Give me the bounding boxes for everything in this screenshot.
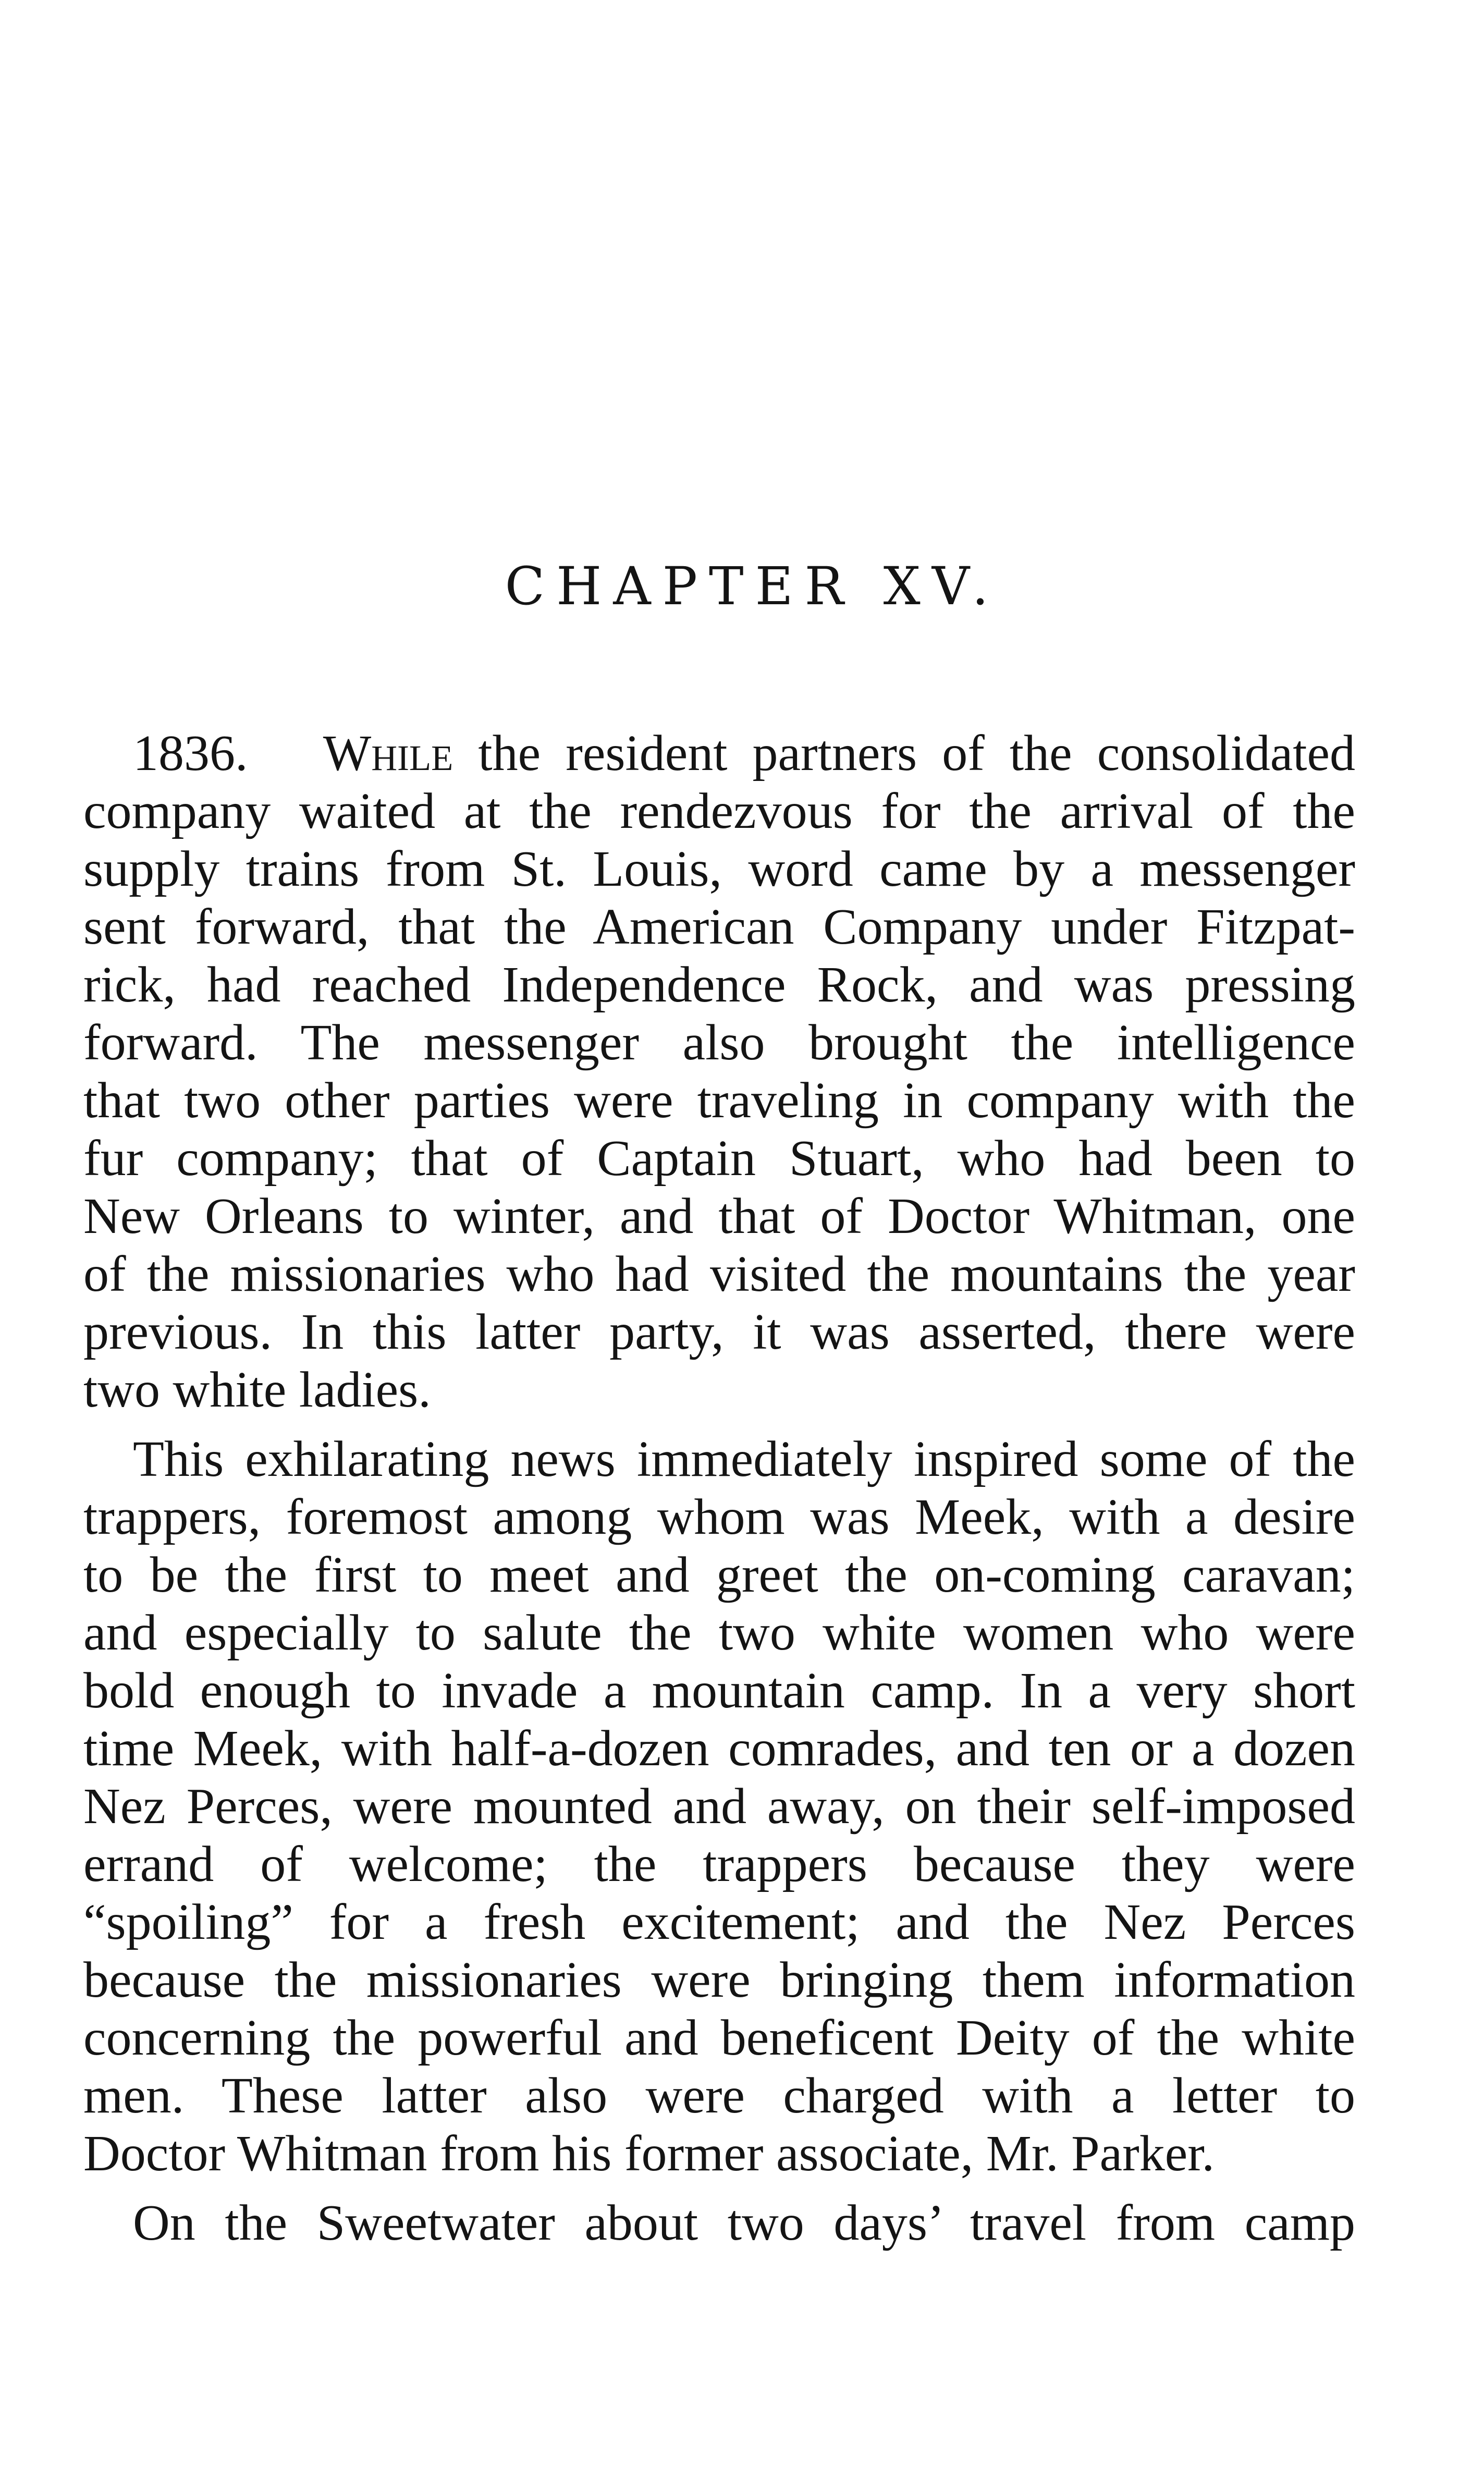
- line-text: the resident partners of the consolidated: [453, 725, 1356, 781]
- opening-word: While: [323, 725, 453, 781]
- text-line: sent forward, that the American Company under Fitzpat-: [83, 899, 1355, 955]
- text-line: errand of welcome; the trappers because they were: [83, 1836, 1355, 1892]
- text-line: [83, 725, 1355, 783]
- text-line: to be the first to meet and greet the on-coming caravan;: [83, 1547, 1355, 1603]
- chapter-body: [83, 725, 1355, 2252]
- text-line: that two other parties were traveling in company with the: [83, 1072, 1355, 1129]
- text-line: New Orleans to winter, and that of Doctor Whitman, one: [83, 1188, 1355, 1244]
- text-line: “spoiling” for a fresh excitement; and the Nez Perces: [83, 1894, 1355, 1950]
- text-line: forward. The messenger also brought the intelligence: [83, 1015, 1355, 1071]
- text-line: concerning the powerful and beneficent Deity of the white: [83, 2010, 1355, 2066]
- text-line: supply trains from St. Louis, word came by a messenger: [83, 841, 1355, 897]
- text-line: because the missionaries were bringing them information: [83, 1952, 1355, 2008]
- text-line: time Meek, with half-a-dozen comrades, and ten or a dozen: [83, 1720, 1355, 1777]
- text-line: This exhilarating news immediately inspired some of the: [133, 1431, 1355, 1487]
- paragraph: [83, 2194, 1355, 2252]
- text-line: men. These latter also were charged with a letter to: [83, 2068, 1355, 2124]
- text-line: Doctor Whitman from his former associate, Mr. Parker.: [83, 2125, 1215, 2182]
- text-line: two white ladies.: [83, 1362, 431, 1418]
- text-line: Nez Perces, were mounted and away, on their self-imposed: [83, 1778, 1355, 1835]
- paragraph: [83, 725, 1355, 1419]
- text-line: fur company; that of Captain Stuart, who had been to: [83, 1130, 1355, 1187]
- text-line: company waited at the rendezvous for the arrival of the: [83, 783, 1355, 839]
- text-line: and especially to salute the two white women who were: [83, 1605, 1355, 1661]
- text-line: rick, had reached Independence Rock, and was pressing: [83, 957, 1355, 1013]
- paragraph: [83, 1431, 1355, 2183]
- text-line: trappers, foremost among whom was Meek, with a desire: [83, 1489, 1355, 1545]
- text-line: of the missionaries who had visited the mountains the year: [83, 1246, 1355, 1302]
- text-line: bold enough to invade a mountain camp. In a very short: [83, 1663, 1355, 1719]
- chapter-title: CHAPTER XV.: [505, 556, 1000, 617]
- text-line: previous. In this latter party, it was asserted, there were: [83, 1304, 1355, 1360]
- year-marker: 1836.: [133, 725, 248, 781]
- text-line: On the Sweetwater about two days’ travel from camp: [133, 2195, 1355, 2251]
